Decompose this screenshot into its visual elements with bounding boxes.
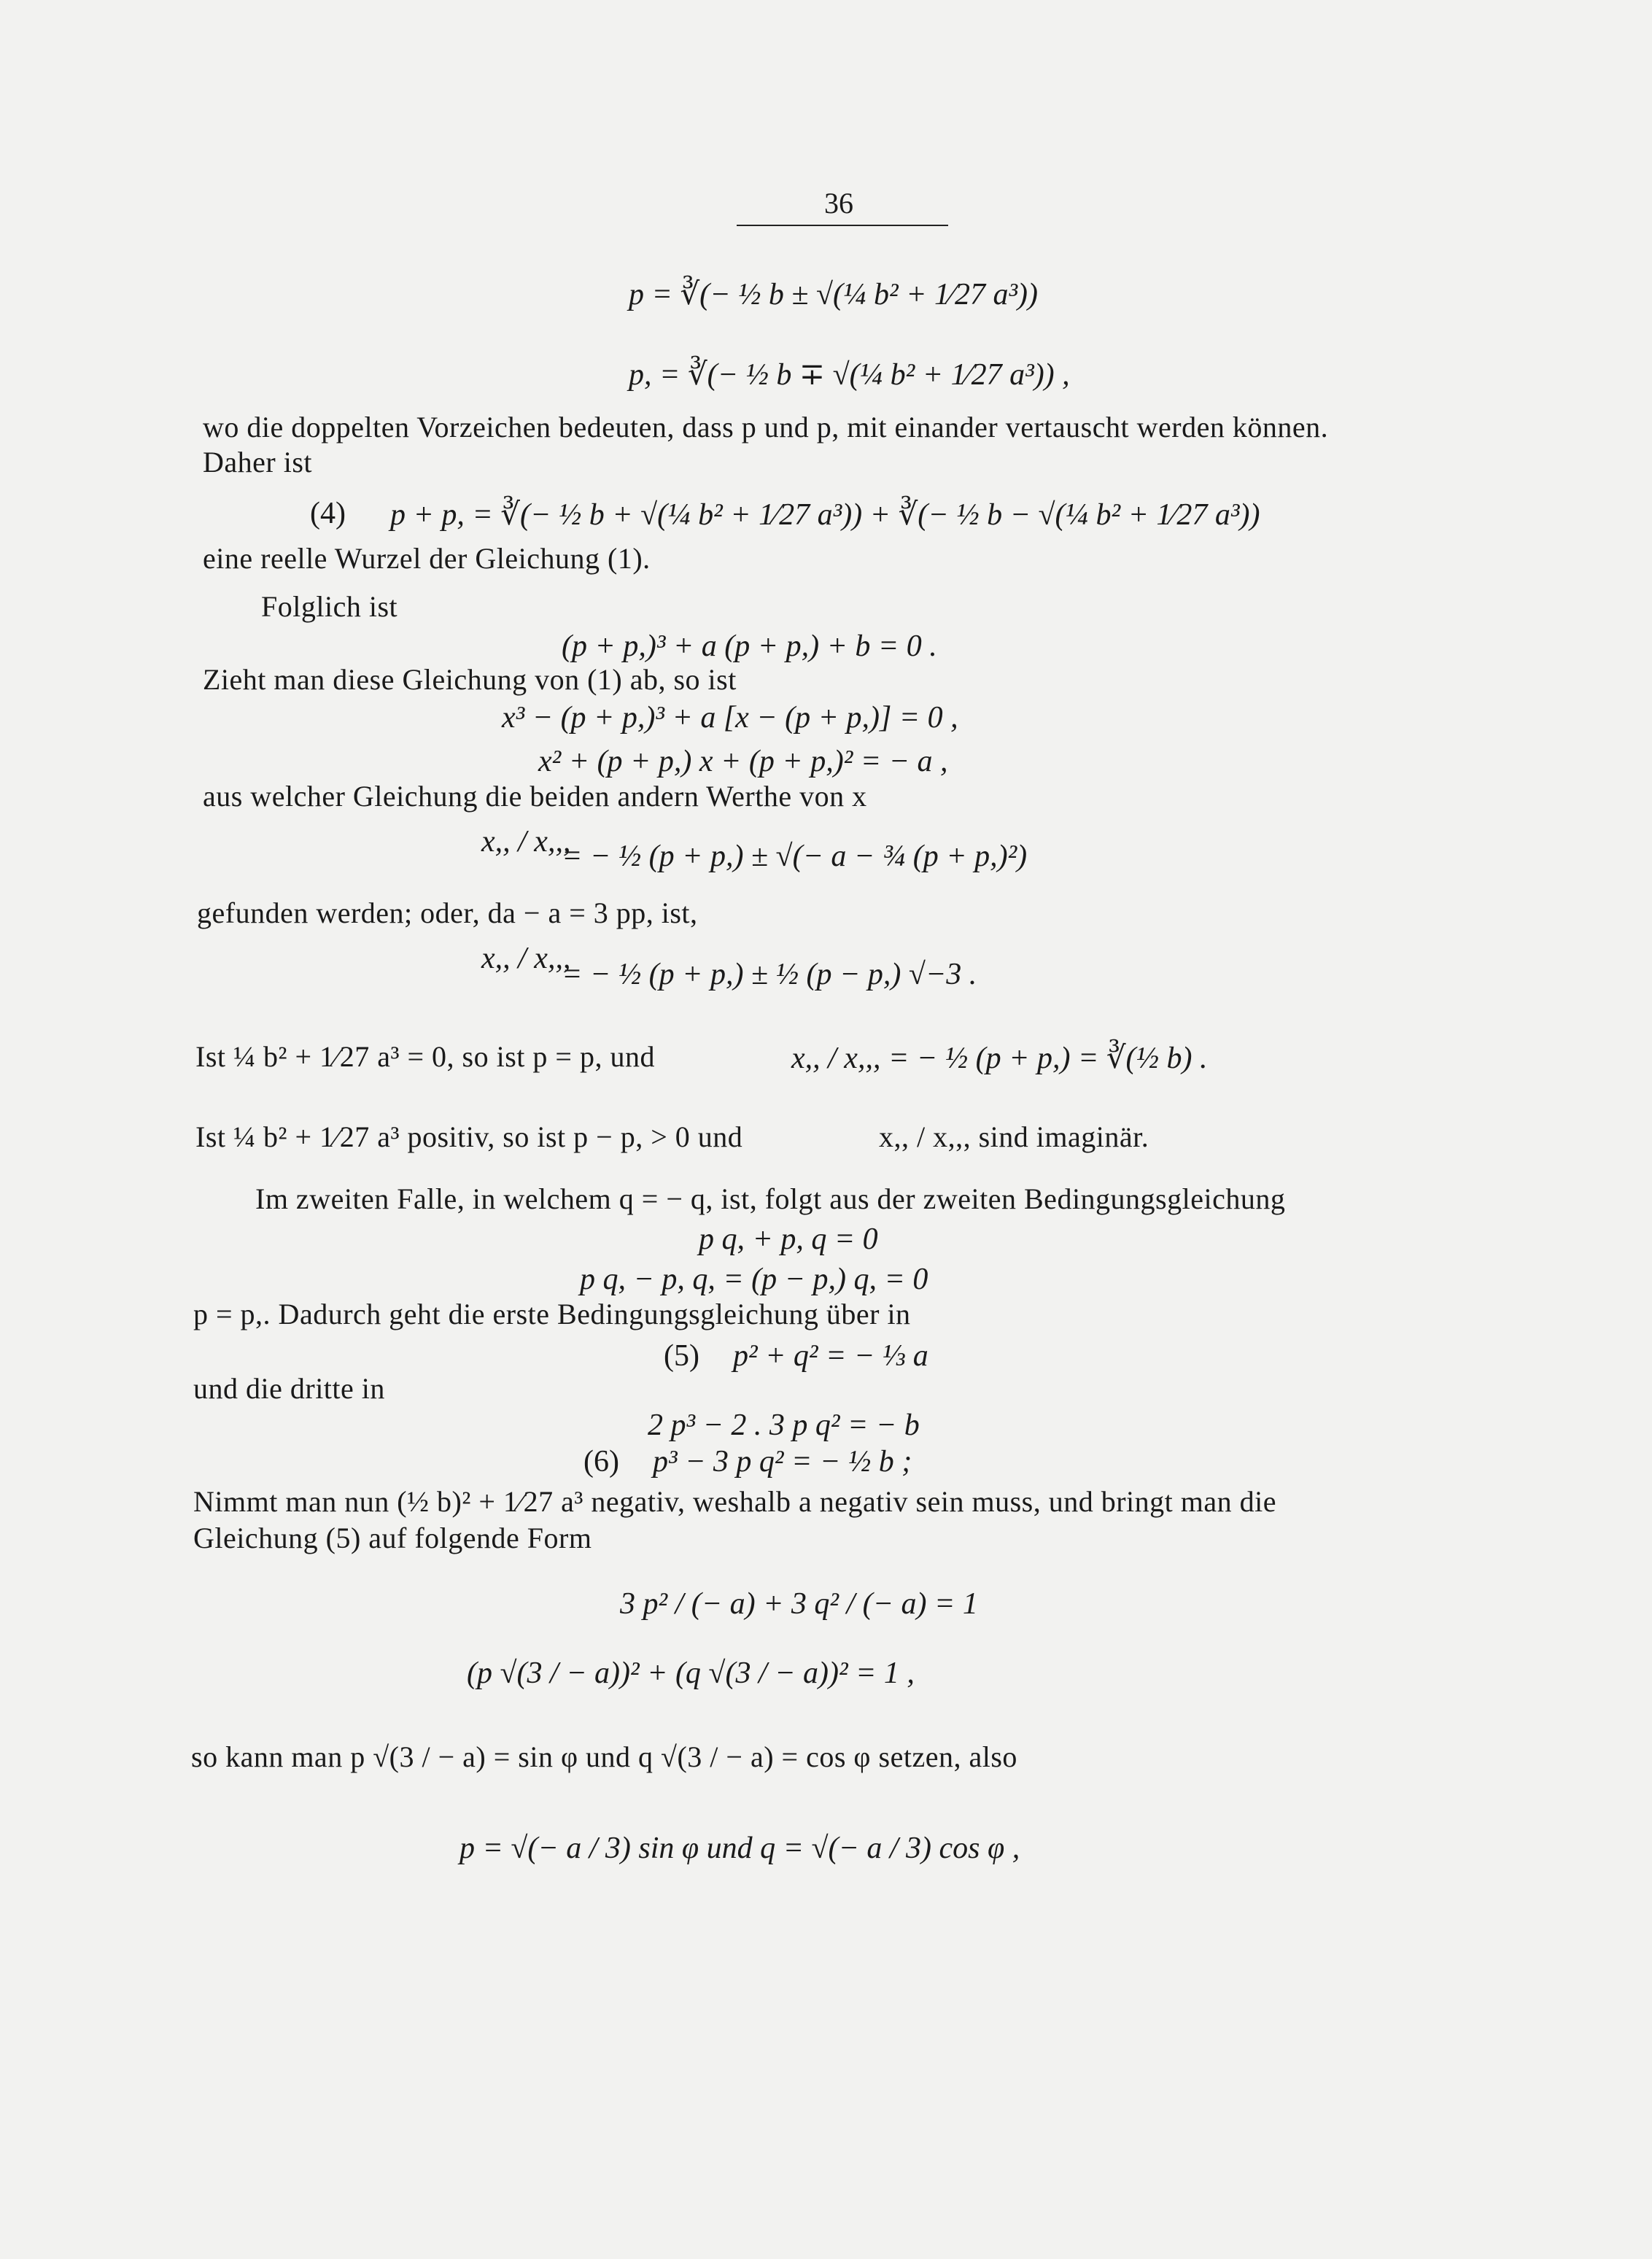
equation-6-number: (6)	[583, 1445, 619, 1479]
equation-cubic-condition: 2 p³ − 2 . 3 p q² = − b	[648, 1409, 920, 1442]
text-line-13: Nimmt man nun (½ b)² + 1⁄27 a³ negativ, weshalb a negativ sein muss, und bringt man die	[193, 1485, 1276, 1518]
text-line-4: Folglich ist	[261, 590, 398, 623]
text-line-6: aus welcher Gleichung die beiden andern Werthe von x	[203, 780, 867, 813]
equation-roots-2-right: = − ½ (p + p,) ± ½ (p − p,) √−3 .	[562, 958, 977, 991]
equation-4: p + p, = ∛(− ½ b + √(¼ b² + 1⁄27 a³)) + ∛(− ½ b − √(¼ b² + 1⁄27 a³))	[390, 498, 1260, 532]
equation-6-label	[583, 1444, 619, 1479]
equation-condition-1: p q, + p, q = 0	[699, 1223, 878, 1256]
equation-roots-1-right: = − ½ (p + p,) ± √(− a − ¾ (p + p,)²)	[562, 840, 1028, 873]
equation-double-root: x,, / x,,, = − ½ (p + p,) = ∛(½ b) .	[791, 1042, 1208, 1075]
equation-trig-solution: p = √(− a / 3) sin φ und q = √(− a / 3) cos φ ,	[459, 1832, 1020, 1865]
equation-cubic-identity: (p + p,)³ + a (p + p,) + b = 0 .	[562, 629, 937, 663]
equation-condition-2: p q, − p, q, = (p − p,) q, = 0	[580, 1263, 928, 1296]
text-line-3: eine reelle Wurzel der Gleichung (1).	[203, 542, 651, 575]
equation-4-label	[310, 496, 346, 531]
text-line-5: Zieht man diese Gleichung von (1) ab, so ist	[203, 663, 737, 696]
text-line-11: p = p,. Dadurch geht die erste Bedingungsgleichung über in	[193, 1298, 911, 1330]
equation-p-prime: p, = ∛(− ½ b ∓ √(¼ b² + 1⁄27 a³)) ,	[629, 358, 1070, 392]
equation-5-number: (5)	[664, 1339, 699, 1373]
equation-subtraction: x³ − (p + p,)³ + a [x − (p + p,)] = 0 ,	[502, 701, 958, 735]
text-line-1: wo die doppelten Vorzeichen bedeuten, dass p und p, mit einander vertauscht werden können.	[203, 411, 1329, 443]
text-line-7: gefunden werden; oder, da − a = 3 pp, ist,	[197, 896, 698, 929]
equation-5-label	[664, 1338, 699, 1373]
page-number: 36	[824, 187, 853, 220]
equation-5: p² + q² = − ⅓ a	[733, 1339, 928, 1373]
text-line-8: Ist ¼ b² + 1⁄27 a³ = 0, so ist p = p, und	[195, 1040, 655, 1073]
equation-roots-2-left: x,, / x,,,	[481, 942, 571, 975]
header-rule	[737, 225, 948, 226]
equation-quadratic: x² + (p + p,) x + (p + p,)² = − a ,	[538, 745, 948, 778]
text-line-12: und die dritte in	[193, 1372, 385, 1405]
equation-unit-circle: (p √(3 / − a))² + (q √(3 / − a))² = 1 ,	[467, 1657, 915, 1690]
equation-roots-1-left: x,, / x,,,	[481, 825, 571, 859]
equation-p: p = ∛(− ½ b ± √(¼ b² + 1⁄27 a³))	[629, 278, 1039, 311]
text-line-14: Gleichung (5) auf folgende Form	[193, 1522, 592, 1554]
equation-6: p³ − 3 p q² = − ½ b ;	[653, 1445, 912, 1479]
text-line-9b: x,, / x,,, sind imaginär.	[879, 1120, 1149, 1153]
equation-4-number: (4)	[310, 497, 346, 530]
text-line-9: Ist ¼ b² + 1⁄27 a³ positiv, so ist p − p, > 0 und	[195, 1120, 743, 1153]
text-line-2: Daher ist	[203, 446, 313, 478]
equation-normalized: 3 p² / (− a) + 3 q² / (− a) = 1	[620, 1587, 978, 1621]
text-line-15: so kann man p √(3 / − a) = sin φ und q √(3 / − a) = cos φ setzen, also	[191, 1740, 1017, 1773]
text-line-10: Im zweiten Falle, in welchem q = − q, ist, folgt aus der zweiten Bedingungsgleichung	[255, 1182, 1286, 1215]
